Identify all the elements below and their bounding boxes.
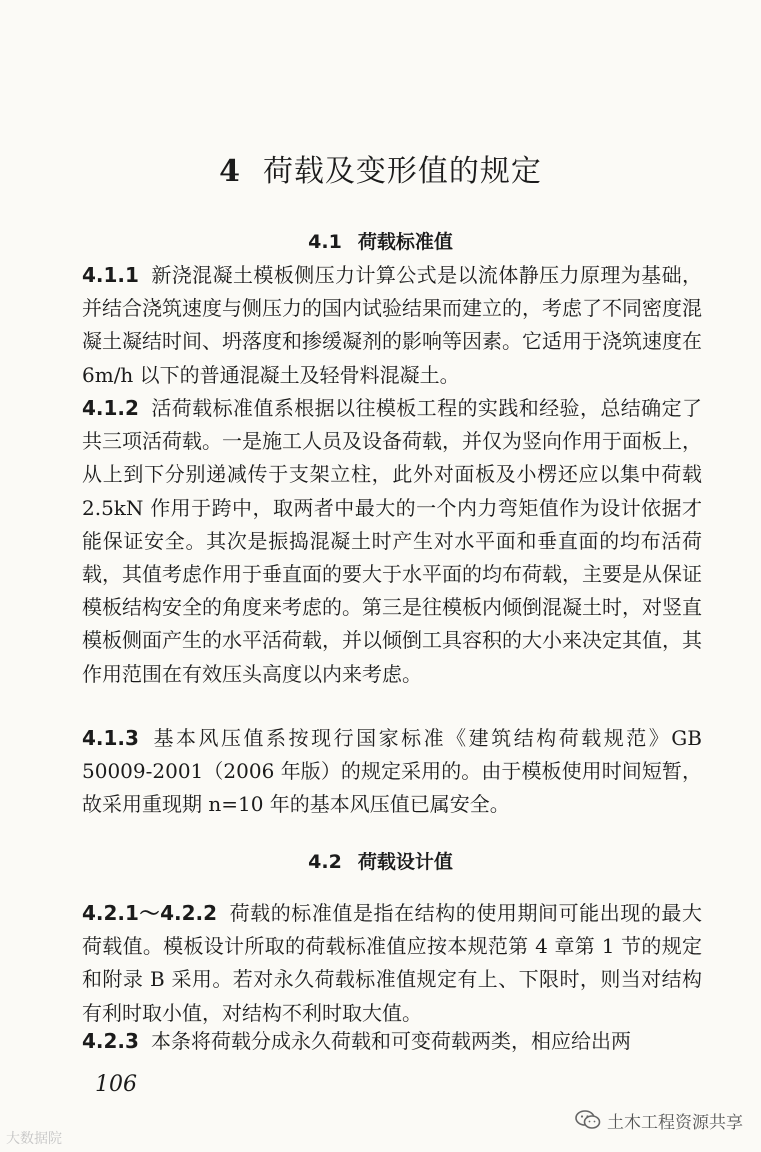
clause-paragraph — [82, 259, 702, 392]
section-title-text: 荷载设计值 — [357, 851, 453, 873]
clause-text: 活荷载标准值系根据以往模板工程的实践和经验，总结确定了共三项活荷载。一是施工人员及设备荷载，并仅为竖向作用于面板上，从上到下分别递减传于支架立柱，此外对面板及小楞还应以集中荷载 2.5kN 作用于跨中，取两者中最大的一个内力弯矩值作为设计依据才能保证安全。其次是振捣混凝土时产生对水平面和垂直面的均布活荷载，其值考虑作用于垂直面的要大于水平面的均布荷载，主要是从保证模板结构安全的角度来考虑的。第三是往模板内倾倒混凝土时，对竖直模板侧面产生的水平活荷载，并以倾倒工具容积的大小来决定其值，其作用范围在有效压头高度以内来考虑。 — [82, 396, 702, 686]
clause-number: 4.1.1 — [82, 263, 139, 287]
section-number: 4.2 — [308, 851, 342, 873]
clause-paragraph — [82, 1025, 702, 1058]
chapter-title — [0, 152, 761, 192]
clause-number: 4.1.3 — [82, 726, 139, 750]
clause-paragraph — [82, 392, 702, 691]
clause-text: 基本风压值系按现行国家标准《建筑结构荷载规范》GB 50009-2001（2006 年版）的规定采用的。由于模板使用时间短暂，故采用重现期 n=10 年的基本风压值已属安全。 — [82, 726, 702, 817]
watermark-text: 大数据院 — [6, 1131, 62, 1147]
clause-number: 4.2.1～4.2.2 — [82, 901, 218, 925]
clause-paragraph — [82, 897, 702, 1030]
wechat-account-badge — [575, 1106, 743, 1134]
clause-number: 4.1.2 — [82, 396, 139, 420]
section-title — [0, 229, 761, 255]
clause-number: 4.2.3 — [82, 1029, 139, 1053]
page-number: 106 — [95, 1072, 137, 1097]
wechat-icon — [575, 1109, 601, 1131]
section-title-text: 荷载标准值 — [357, 231, 453, 253]
clause-text: 本条将荷载分成永久荷载和可变荷载两类，相应给出两 — [150, 1029, 631, 1053]
chapter-number: 4 — [219, 154, 241, 189]
chapter-title-text: 荷载及变形值的规定 — [262, 154, 542, 189]
clause-text: 荷载的标准值是指在结构的使用期间可能出现的最大荷载值。模板设计所取的荷载标准值应按本规范第 4 章第 1 节的规定和附录 B 采用。若对永久荷载标准值规定有上、下限时，则当对结构有利时取小值，对结构不利时取大值。 — [82, 901, 702, 1025]
clause-paragraph — [82, 722, 702, 822]
section-number: 4.1 — [308, 231, 342, 253]
clause-text: 新浇混凝土模板侧压力计算公式是以流体静压力原理为基础，并结合浇筑速度与侧压力的国内试验结果而建立的，考虑了不同密度混凝土凝结时间、坍落度和掺缓凝剂的影响等因素。它适用于浇筑速度在 6m/h 以下的普通混凝土及轻骨料混凝土。 — [82, 263, 702, 387]
section-title — [0, 849, 761, 875]
wechat-account-name: 土木工程资源共享 — [607, 1112, 743, 1133]
